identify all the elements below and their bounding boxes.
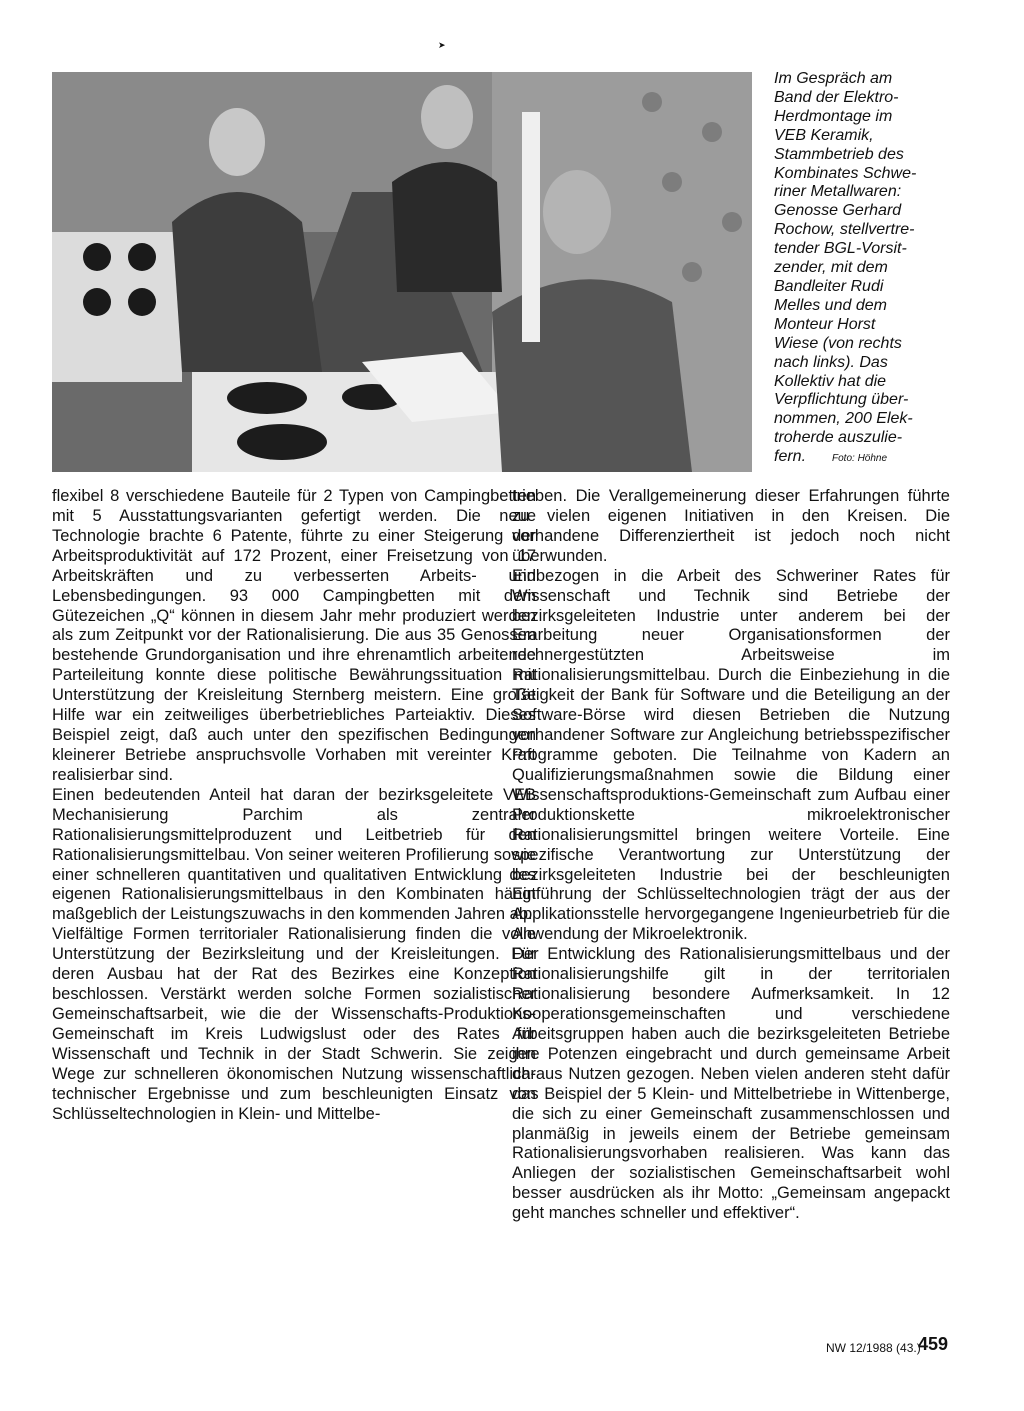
caption-line: Im Gespräch am [774,70,893,87]
caption-line: Band der Elektro- [774,88,899,106]
caption-line: Melles und dem [774,296,887,314]
caption-line: nommen, 200 Elek- [774,410,913,428]
caption-line: Herdmontage im [774,107,893,125]
photo-illustration [52,72,752,472]
caption-line: zender, mit dem [774,259,888,277]
caption-last-line [774,448,970,469]
photo-assembly-line [52,72,752,472]
paragraph: Einen bedeutenden Anteil hat daran der bezirksgeleitete VEB Mechanisierung Parchim als zentraler Rationalisierungsmittelproduzent und Leitbetrieb für den Rationalisierungsmittelbau. Von seiner weiteren Profilierung sowie einer schnelleren quantitativen und qualitativen Entwicklung des eigenen Rationalisierungsmittelbaus in den Kombinaten hängt maßgeblich der Leistungszuwachs in den kommenden Jahren ab. [52,785,536,924]
caption-line: tender BGL-Vorsit- [774,240,907,258]
caption-line: riner Metallwaren: [774,183,902,201]
paragraph: Vielfältige Formen territorialer Rationalisierung finden die volle Unterstützung der Bezirksleitung und der Kreisleitungen. Für deren Ausbau hat der Rat des Bezirkes eine Konzeption beschlossen. Verstärkt werden solche Formen sozialistischer Gemeinschaftsarbeit, wie die der Wissenschafts-Produktions-Gemeinschaft im Kreis Ludwigslust oder des Rates für Wissenschaft und Technik in der Stadt Schwerin. Sie zeigen Wege zur schnelleren ökonomischen Nutzung wissenschaftlich-technischer Ergebnisse und zum beschleunigten Einsatz von Schlüsseltechnologien in Klein- und Mittelbe- [52,925,536,1123]
caption-line: VEB Keramik, [774,126,874,144]
photo-caption [774,70,970,469]
caption-line: Kombinates Schwe- [774,164,917,182]
paragraph: flexibel 8 verschiedene Bauteile für 2 Typen von Campingbetten mit 5 Ausstattungsvarianten gefertigt werden. Die neue Technologie brachte 6 Patente, führte zu einer Steigerung der Arbeitsproduktivität auf 172 Prozent, einer Freisetzung von 17 Arbeitskräften und zu verbesserten Arbeits- und Lebensbedingungen. 93 000 Campingbetten mit dem Gütezeichen „Q“ können in diesem Jahr mehr produziert werden als zum Zeitpunkt vor der Rationalisierung. Die aus 35 Genossen bestehende Grundorganisation und ihre ehrenamtlich arbeitende Parteileitung konnte diese politische Bewährungssituation mit Unterstützung der Kreisleitung Sternberg meistern. Eine große Hilfe war ein zeitweiliges überbetriebliches Parteiaktiv. Dieses Beispiel zeigt, daß auch unter den spezifischen Bedingungen kleinerer Betriebe anspruchsvolle Vorhaben mit vereinter Kraft realisierbar sind. [52,487,536,784]
paragraph: Einbezogen in die Arbeit des Schweriner Rates für Wissenschaft und Technik sind Betriebe der bezirksgeleiteten Industrie unter anderem bei der Erarbeitung neuer Organisationsformen der rechnergestützten Arbeitsweise im Rationalisierungsmittelbau. Durch die Einbeziehung in die Tätigkeit der Bank für Software und die Beteiligung an der Software-Börse wird diesen Betrieben die Nutzung vorhandener Software zur Angleichung betriebsspezifischer Programme geboten. Die Teilnahme von Kadern an Qualifizierungsmaßnahmen sowie die Bildung einer Wissenschaftsproduktions-Gemeinschaft zum Aufbau einer Produktionskette mikroelektronischer Rationalisierungsmittel bringen weitere Vorteile. Eine spezifische Verantwortung zur Unterstützung der bezirksgeleiteten Industrie bei der beschleunigten Einführung der Schlüsseltechnologien trägt der aus der Applikationsstelle hervorgegangene Ingenieurbetrieb für die Anwendung der Mikroelektronik. [512,566,950,944]
caption-line: fern. [774,448,807,466]
caption-line: Verpflichtung über- [774,391,909,409]
caption-line: Kollektiv hat die [774,372,887,390]
caption-line: Monteur Horst [774,315,876,333]
page-number: 459 [918,1334,949,1354]
caption-line: Genosse Gerhard [774,202,902,220]
article-column-right [512,487,950,1224]
photo-credit: Foto: Höhne [832,453,888,465]
issue-reference: NW 12/1988 (43.) [826,1341,921,1355]
caption-line: nach links). Das [774,353,888,371]
caption-line: Bandleiter Rudi [774,277,884,295]
paragraph: trieben. Die Verallgemeinerung dieser Erfahrungen führte zu vielen eigenen Initiativen in den Kreisen. Die vorhandene Differenziertheit ist jedoch noch nicht überwunden. [512,487,950,565]
caption-line: Rochow, stellvertre- [774,221,915,239]
caption-line: Stammbetrieb des [774,145,904,163]
paragraph: Der Entwicklung des Rationalisierungsmittelbaus und der Rationalisierungshilfe gilt in der territorialen Rationalisierung besondere Aufmerksamkeit. In 12 Kooperationsgemeinschaften und verschiedene Arbeitsgruppen haben auch die bezirksgeleiteten Betriebe ihre Potenzen eingebracht und durch gemeinsame Arbeit daraus Nutzen gezogen. Neben vielen anderen steht dafür das Beispiel der 5 Klein- und Mittelbetriebe in Wittenberge, die sich zu einer Gemeinschaft zusammenschlossen und planmäßig in jeweils einem der Betriebe gemeinsam Rationalisierungsvorhaben realisieren. Was kann das Anliegen der sozialistischen Gemeinschaftsarbeit wohl besser ausdrücken als ihr Motto: „Gemeinsam angepackt geht manches schneller und effektiver“. [512,945,950,1223]
caption-line: Wiese (von rechts [774,334,902,352]
article-column-left [52,487,536,1125]
margin-mark: ➤ [438,40,446,50]
caption-line: troherde auszulie- [774,429,903,447]
